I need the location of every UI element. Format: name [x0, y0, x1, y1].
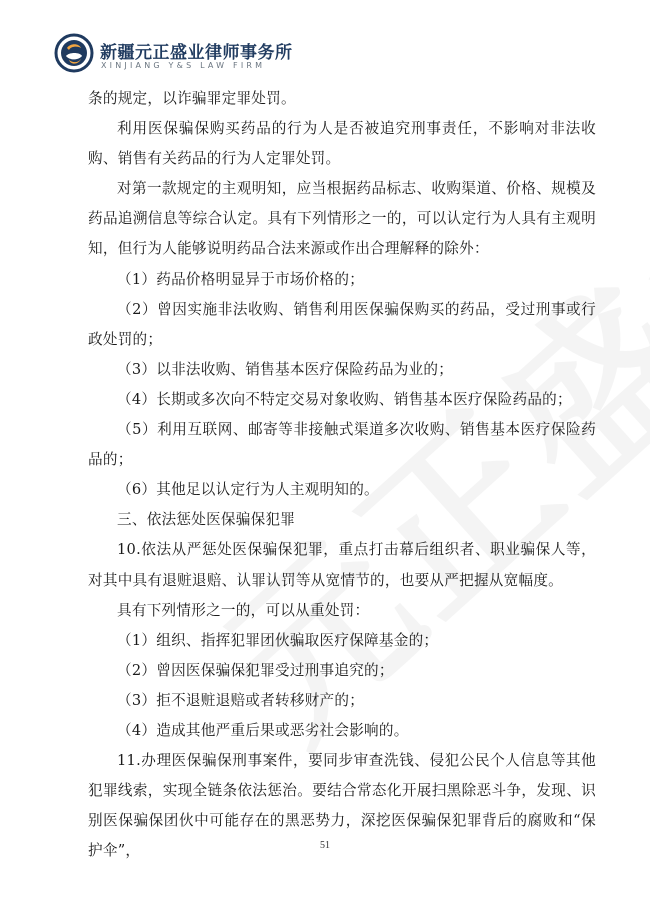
list-item: （6）其他足以认定行为人主观明知的。: [117, 481, 379, 499]
firm-logo-icon: [54, 33, 94, 73]
paragraph: 11.办理医保骗保刑事案件，要同步审查洗钱、侵犯公民个人信息等其他犯罪线索，实现全链条依法惩治。要结合常态化开展扫黑除恶斗争，发现、识别医保骗保团伙中可能存在的黑恶势力，深挖医保骗保犯罪背后的腐败和“保护伞”，: [88, 752, 596, 860]
list-item: （4）长期或多次向不特定交易对象收购、销售基本医疗保险药品的；: [117, 390, 572, 408]
section-heading: 三、依法惩处医保骗保犯罪: [117, 511, 296, 529]
list-item: （3）以非法收购、销售基本医疗保险药品为业的；: [117, 360, 454, 378]
list-item: （1）药品价格明显异于市场价格的；: [117, 270, 365, 288]
paragraph: 利用医保骗保购买药品的行为人是否被追究刑事责任，不影响对非法收购、销售有关药品的行为人定罪处罚。: [88, 120, 596, 168]
list-item: （2）曾因医保骗保犯罪受过刑事追究的；: [117, 661, 394, 679]
firm-name-en: XINJIANG Y&S LAW FIRM: [101, 61, 266, 70]
firm-name-cn: 新疆元正盛业律师事务所: [100, 43, 293, 63]
paragraph: 对第一款规定的主观明知，应当根据药品标志、收购渠道、价格、规模及药品追溯信息等综合认定。具有下列情形之一的，可以认定行为人具有主观明知，但行为人能够说明药品合法来源或作出合理解释的除外：: [88, 180, 596, 258]
list-item: （1）组织、指挥犯罪团伙骗取医疗保障基金的；: [117, 631, 439, 649]
page-header: [54, 33, 614, 77]
list-item: （3）拒不退赃退赔或者转移财产的；: [117, 691, 365, 709]
page-number: 51: [320, 840, 330, 851]
list-item: （5）利用互联网、邮寄等非接触式渠道多次收购、销售基本医疗保险药品的；: [88, 421, 596, 469]
list-item: （2）曾因实施非法收购、销售利用医保骗保购买的药品，受过刑事或行政处罚的；: [88, 300, 596, 348]
list-item: （4）造成其他严重后果或恶劣社会影响的。: [117, 721, 409, 739]
paragraph: 具有下列情形之一的，可以从重处罚：: [117, 601, 370, 619]
document-body: [88, 84, 596, 866]
paragraph: 10.依法从严惩处医保骗保犯罪，重点打击幕后组织者、职业骗保人等，对其中具有退赃退赔、认罪认罚等从宽情节的，也要从严把握从宽幅度。: [88, 541, 596, 589]
paragraph: 条的规定，以诈骗罪定罪处罚。: [88, 90, 296, 107]
